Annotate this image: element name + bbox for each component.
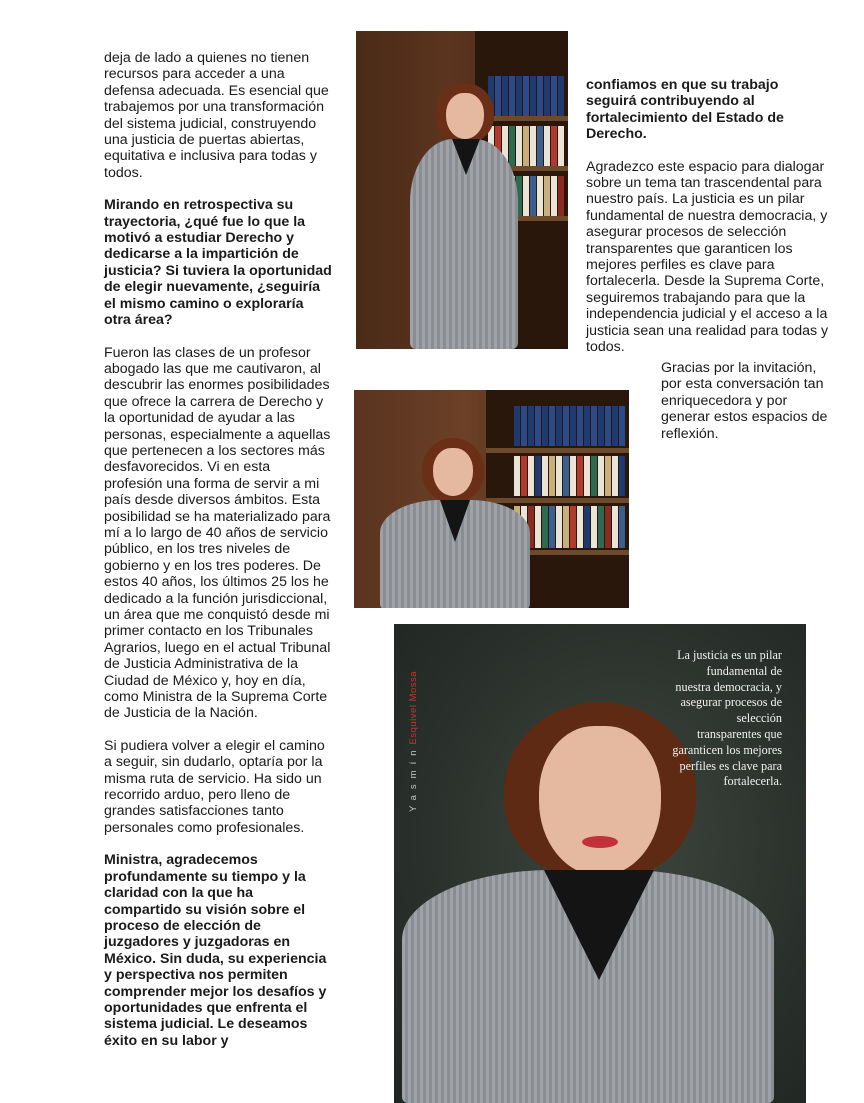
pull-quote: La justicia es un pilar fundamental de nuestra democracia, y asegurar procesos de selección transparentes que garanticen los mejores perfiles es clave para fortalecerla.: [672, 648, 782, 789]
paragraph-answer-2: Si pudiera volver a elegir el camino a seguir, sin dudarlo, optaría por la misma ruta de servicio. Ha sido un recorrido arduo, pero lleno de grandes satisfacciones tanto personales como profesionales.: [104, 737, 325, 836]
photo-library-portrait: [354, 390, 629, 608]
paragraph-thanks: Gracias por la invitación, por esta conversación tan enriquecedora y por generar estos espacios de reflexión.: [661, 360, 828, 442]
right-column: [586, 77, 830, 372]
woman-figure: [404, 83, 544, 349]
paragraph-intro: deja de lado a quienes no tienen recursos para acceder a una defensa adecuada. Es esencial que trabajemos por una transformación del sistema judicial, construyendo una justicia de puertas abiertas, equitativa e inclusiva para todas y todos.: [104, 50, 329, 181]
question-closing-continued: confiamos en que su trabajo seguirá contribuyendo al fortalecimiento del Estado de Derecho.: [586, 77, 784, 143]
question-closing: Ministra, agradecemos profundamente su tiempo y la claridad con la que ha compartido su visión sobre el proceso de elección de juzgadores y juzgadoras en México. Sin duda, su experiencia y perspectiva nos permiten comprender mejor los desafíos y oportunidades que enfrenta el sistema judicial. Le deseamos éxito en su labor y: [104, 852, 327, 1049]
left-column: [104, 50, 332, 1065]
photo-standing-library: [356, 31, 568, 349]
question-trajectory: Mirando en retrospectiva su trayectoria, ¿qué fue lo que la motivó a estudiar Derecho y dedicarse a la impartición de justicia? Si tuviera la oportunidad de elegir nuevamente, ¿seguiría el mismo camino o exploraría otra área?: [104, 197, 332, 329]
credit-first-name: Yasmín: [408, 744, 419, 812]
woman-figure: [380, 438, 530, 608]
credit-last-name: Esquivel Mossa: [408, 670, 419, 745]
photo-credit: [408, 671, 419, 812]
paragraph-answer-1: Fueron las clases de un profesor abogado las que me cautivaron, al descubrir las enormes posibilidades que ofrece la carrera de Derecho y la oportunidad de ayudar a las personas, especialmente a aquellas que pertenecen a los sectores más desfavorecidos. Vi en esta profesión una forma de servir a mi país desde diversos ámbitos. Esta posibilidad se ha materializado para mí a lo largo de 40 años de servicio público, en los tres niveles de gobierno y en los tres poderes. De estos 40 años, los últimos 25 los he dedicado a la función jurisdiccional, un área que me conquistó desde mi primer contacto en los Tribunales Agrarios, luego en el actual Tribunal de Justicia Administrativa de la Ciudad de México y, hoy en día, como Ministra de la Suprema Corte de Justicia de la Nación.: [104, 344, 331, 722]
paragraph-answer-3: Agradezco este espacio para dialogar sobre un tema tan trascendental para nuestro país. La justicia es un pilar fundamental de nuestra democracia, y asegurar procesos de selección transparentes que garanticen los mejores perfiles es clave para fortalecerla. Desde la Suprema Corte, seguiremos trabajando para que la independencia judicial y el acceso a la justicia sean una realidad para todas y todos.: [586, 158, 829, 356]
